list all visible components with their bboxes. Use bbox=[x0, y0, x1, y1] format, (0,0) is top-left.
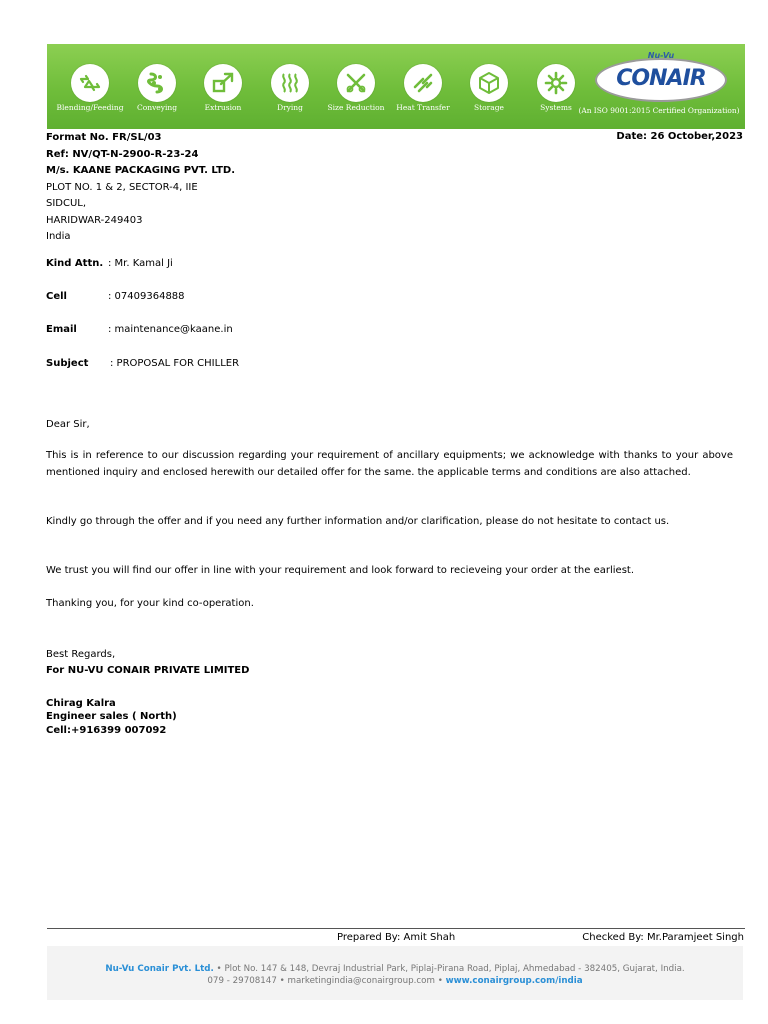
address-line: India bbox=[46, 231, 71, 242]
format-number: Format No. FR/SL/03 bbox=[46, 132, 162, 143]
address-line: HARIDWAR-249403 bbox=[46, 215, 143, 226]
category-heat-transfer bbox=[393, 44, 453, 129]
iso-certification: (An ISO 9001:2015 Certified Organization) bbox=[578, 106, 740, 115]
footer-company-name: Nu-Vu Conair Pvt. Ltd. bbox=[105, 964, 214, 974]
footer-divider bbox=[47, 928, 745, 929]
category-label: Drying bbox=[277, 103, 303, 112]
logo-brand-text: CONAIR bbox=[616, 66, 706, 91]
category-drying bbox=[260, 44, 320, 129]
cell-label: Cell bbox=[46, 291, 67, 302]
category-label: Extrusion bbox=[204, 103, 242, 112]
category-blending-feeding bbox=[56, 44, 124, 129]
signer-title: Engineer sales ( North) bbox=[46, 711, 177, 722]
company-logo bbox=[595, 51, 727, 102]
footer-contact: 079 - 29708147 • marketingindia@conairgroup.com • bbox=[207, 976, 446, 986]
signer-cell: Cell:+916399 007092 bbox=[46, 725, 167, 736]
category-conveying bbox=[127, 44, 187, 129]
closing-company: For NU-VU CONAIR PRIVATE LIMITED bbox=[46, 665, 250, 676]
kind-attn-label: Kind Attn. bbox=[46, 258, 104, 269]
cell-value: : 07409364888 bbox=[108, 291, 185, 302]
subject-label: Subject bbox=[46, 358, 89, 369]
address-line: PLOT NO. 1 & 2, SECTOR-4, IIE bbox=[46, 182, 198, 193]
category-systems bbox=[526, 44, 586, 129]
drying-icon bbox=[278, 71, 302, 95]
signer-name: Chirag Kalra bbox=[46, 698, 116, 709]
category-extrusion bbox=[193, 44, 253, 129]
category-label: Heat Transfer bbox=[396, 103, 450, 112]
prepared-by: Prepared By: Amit Shah bbox=[337, 932, 456, 943]
recipient-company: M/s. KAANE PACKAGING PVT. LTD. bbox=[46, 165, 235, 176]
header-banner bbox=[47, 44, 745, 129]
checked-by: Checked By: Mr.Paramjeet Singh bbox=[582, 932, 744, 943]
email-value: : maintenance@kaane.in bbox=[108, 324, 233, 335]
footer-address: • Plot No. 147 & 148, Devraj Industrial Park, Piplaj-Pirana Road, Piplaj, Ahmedabad - 382405, Gujarat, India. bbox=[213, 964, 685, 974]
letter-date: Date: 26 October,2023 bbox=[616, 131, 743, 142]
storage-icon bbox=[477, 71, 501, 95]
extrusion-icon bbox=[211, 71, 235, 95]
category-size-reduction bbox=[326, 44, 386, 129]
systems-icon bbox=[544, 71, 568, 95]
conveying-icon bbox=[145, 71, 169, 95]
body-paragraph: We trust you will find our offer in line with your requirement and look forward to recieveing your order at the earliest. bbox=[46, 565, 635, 576]
kind-attn-value: : Mr. Kamal Ji bbox=[108, 258, 173, 269]
address-line: SIDCUL, bbox=[46, 198, 87, 209]
body-paragraph: This is in reference to our discussion regarding your requirement of ancillary equipments; we acknowledge with thanks to your above mentioned inquiry and enclosed herewith our detailed offer for the same. the applicable terms and conditions are also attached. bbox=[46, 450, 733, 478]
category-label: Conveying bbox=[136, 103, 178, 112]
blending-feeding-icon bbox=[78, 71, 102, 95]
subject-value: : PROPOSAL FOR CHILLER bbox=[110, 358, 240, 369]
category-storage bbox=[459, 44, 519, 129]
category-label: Systems bbox=[540, 103, 572, 112]
email-label: Email bbox=[46, 324, 77, 335]
closing: Best Regards, bbox=[46, 649, 116, 660]
body-paragraph: Kindly go through the offer and if you need any further information and/or clarification, please do not hesitate to contact us. bbox=[46, 516, 670, 527]
size-reduction-icon bbox=[344, 71, 368, 95]
body-paragraph: Thanking you, for your kind co-operation. bbox=[46, 598, 254, 609]
footer-website-link[interactable]: www.conairgroup.com/india bbox=[445, 976, 583, 986]
reference-number: Ref: NV/QT-N-2900-R-23-24 bbox=[46, 149, 199, 160]
footer-address-line bbox=[47, 964, 743, 974]
heat-transfer-icon bbox=[411, 71, 435, 95]
salutation: Dear Sir, bbox=[46, 419, 90, 430]
category-label: Storage bbox=[474, 103, 504, 112]
footer-contact-line bbox=[47, 976, 743, 986]
category-label: Blending/Feeding bbox=[56, 103, 124, 112]
logo-nuvu-text: Nu-Vu bbox=[647, 51, 675, 60]
category-label: Size Reduction bbox=[327, 103, 385, 112]
footer-address-block bbox=[47, 946, 743, 1000]
